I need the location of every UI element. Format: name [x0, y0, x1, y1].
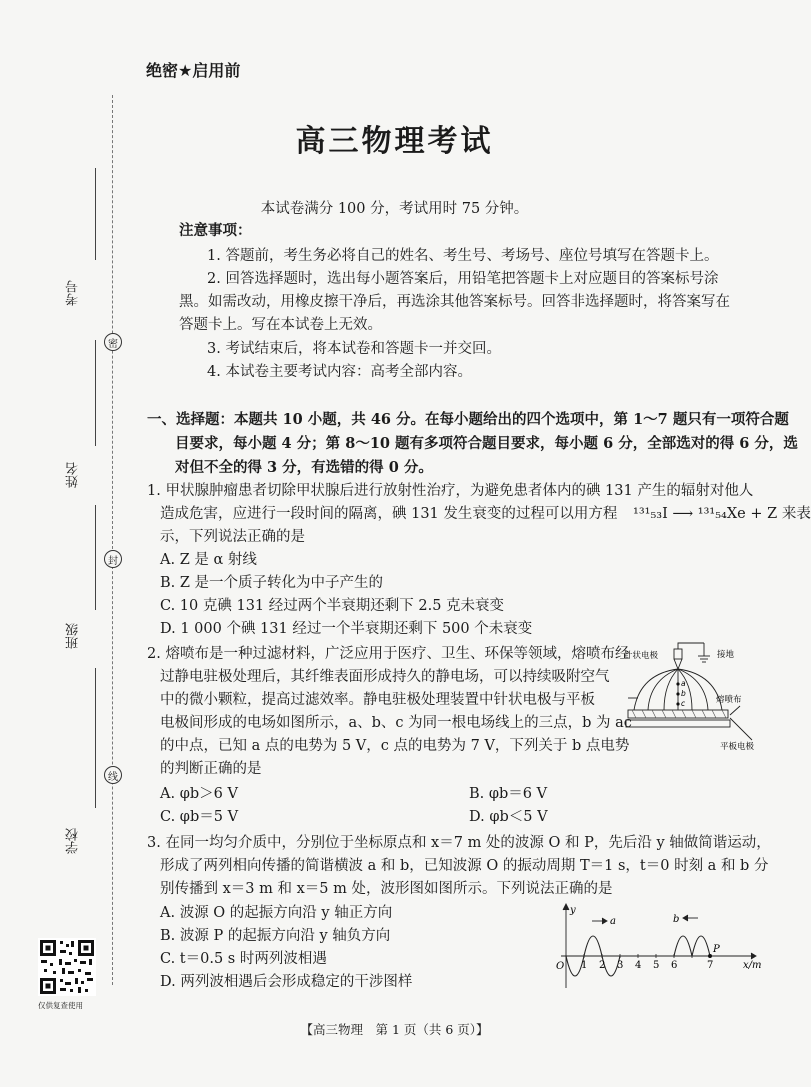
question-2-option-a[interactable]: A. φb＞6 V — [160, 786, 238, 802]
question-1-stem: 造成危害，应进行一段时间的隔离，碘 131 发生衰变的过程可以用方程 — [160, 506, 618, 522]
question-2-option-c[interactable]: C. φb＝5 V — [160, 809, 239, 825]
ground-label: 接地 — [717, 650, 735, 660]
question-3-option-c[interactable]: C. t＝0.5 s 时两列波相遇 — [160, 951, 327, 967]
question-3-option-d[interactable]: D. 两列波相遇后会形成稳定的干涉图样 — [160, 974, 413, 990]
notice-heading: 注意事项： — [179, 223, 252, 239]
page-footer: 【高三物理 第 1 页（共 6 页）】 — [300, 1022, 489, 1037]
section-instruction: 一、选择题：本题共 10 小题，共 46 分。在每小题给出的四个选项中，第 1～7 题只有一项符合题 — [147, 411, 789, 428]
class-label: 班级 — [66, 623, 81, 649]
qr-code — [38, 938, 96, 996]
question-1-option-b[interactable]: B. Z 是一个质子转化为中子产生的 — [160, 575, 384, 591]
graph-tick-label: 2 — [599, 960, 606, 971]
graph-tick-label: 3 — [617, 960, 624, 971]
question-3-option-b[interactable]: B. 波源 P 的起振方向沿 y 轴负方向 — [160, 928, 391, 944]
question-2-option-d[interactable]: D. φb＜5 V — [469, 809, 548, 825]
needle-electrode-label: 针状电极 — [624, 651, 659, 661]
graph-tick-label: 6 — [671, 960, 678, 971]
question-2-stem: 电极间形成的电场如图所示，a、b、c 为同一根电场线上的三点，b 为 ac — [160, 715, 632, 731]
exam-no-label: 考号 — [66, 280, 81, 306]
question-1-equation: ¹³¹₅₃I ⟶ ¹³¹₅₄Xe + Z 来表 — [633, 506, 811, 522]
notice-line: 1. 答题前，考生务必将自己的姓名、考生号、考场号、座位号填写在答题卡上。 — [207, 248, 719, 264]
cloth-label: 熔喷布 — [716, 695, 742, 705]
graph-tick-label: 4 — [635, 960, 642, 971]
wave-b-label: b — [673, 914, 680, 925]
notice-line: 答题卡上。写在本试卷上无效。 — [179, 317, 382, 333]
question-2-stem: 的判断正确的是 — [160, 761, 262, 777]
school-fill-line[interactable] — [95, 668, 96, 808]
electret-figure — [622, 640, 774, 752]
class-fill-line[interactable] — [95, 505, 96, 610]
section-instruction: 对但不全的得 3 分，有选错的得 0 分。 — [175, 459, 433, 476]
plate-electrode-label: 平板电极 — [720, 742, 755, 752]
notice-line: 黑。如需改动，用橡皮擦干净后，再选涂其他答案标号。回答非选择题时，将答案写在 — [179, 294, 730, 310]
name-fill-line[interactable] — [95, 340, 96, 446]
question-2-stem: 的中点，已知 a 点的电势为 5 V，c 点的电势为 7 V，下列关于 b 点电势 — [160, 738, 630, 754]
graph-tick-label: 7 — [707, 960, 714, 971]
question-2-stem: 过静电驻极处理后，其纤维表面形成持久的静电场，可以持续吸附空气 — [160, 669, 610, 685]
secret-mark: 绝密★启用前 — [146, 61, 241, 80]
seal-xian: 线 — [104, 766, 122, 784]
question-3-stem: 形成了两列相向传播的简谐横波 a 和 b，已知波源 O 的振动周期 T＝1 s，t＝0 时刻 a 和 b 分 — [160, 858, 769, 874]
point-c-label: c — [681, 699, 686, 708]
graph-x-axis-label: x/m — [743, 960, 762, 971]
notice-line: 3. 考试结束后，将本试卷和答题卡一并交回。 — [207, 341, 501, 357]
question-1-option-c[interactable]: C. 10 克碘 131 经过两个半衰期还剩下 2.5 克未衰变 — [160, 598, 505, 614]
question-3-stem: 别传播到 x＝3 m 和 x＝5 m 处，波形图如图所示。下列说法正确的是 — [160, 881, 613, 897]
question-2-option-b[interactable]: B. φb＝6 V — [469, 786, 548, 802]
graph-origin-label: O — [556, 961, 565, 972]
seal-feng: 封 — [104, 550, 122, 568]
wave-a-label: a — [610, 916, 616, 927]
page-title: 高三物理考试 — [295, 124, 494, 159]
name-label: 姓名 — [66, 462, 81, 488]
question-3-stem: 3. 在同一均匀介质中，分别位于坐标原点和 x＝7 m 处的波源 O 和 P，先后沿 y 轴做简谐运动， — [147, 835, 771, 851]
seal-mi: 密 — [104, 333, 122, 351]
school-label: 学校 — [66, 828, 81, 854]
section-instruction: 目要求，每小题 4 分；第 8～10 题有多项符合题目要求，每小题 6 分，全部选对的得 6 分，选 — [175, 435, 798, 452]
binding-dashed-line — [112, 95, 113, 985]
graph-tick-label: 5 — [653, 960, 660, 971]
notice-line: 4. 本试卷主要考试内容：高考全部内容。 — [207, 364, 472, 380]
question-1-option-d[interactable]: D. 1 000 个碘 131 经过一个半衰期还剩下 500 个未衰变 — [160, 621, 533, 637]
question-1-option-a[interactable]: A. Z 是 α 射线 — [160, 552, 257, 568]
question-2-stem: 2. 熔喷布是一种过滤材料，广泛应用于医疗、卫生、环保等领域，熔喷布经 — [147, 646, 630, 662]
graph-tick-label: 1 — [581, 960, 588, 971]
question-1-stem: 1. 甲状腺肿瘤患者切除甲状腺后进行放射性治疗，为避免患者体内的碘 131 产生的辐射对他人 — [147, 483, 754, 499]
graph-y-axis-label: y — [570, 905, 576, 916]
wave-graph — [545, 900, 770, 995]
question-2-stem: 中的微小颗粒，提高过滤效率。静电驻极处理装置中针状电极与平板 — [160, 692, 595, 708]
point-b-label: b — [681, 689, 686, 698]
question-3-option-a[interactable]: A. 波源 O 的起振方向沿 y 轴正方向 — [160, 905, 393, 921]
question-1-stem: 示，下列说法正确的是 — [160, 529, 305, 545]
notice-line: 2. 回答选择题时，选出每小题答案后，用铅笔把答题卡上对应题目的答案标号涂 — [207, 271, 719, 287]
qr-caption: 仅供复查使用 — [38, 1001, 83, 1010]
exam-intro: 本试卷满分 100 分，考试用时 75 分钟。 — [260, 201, 529, 217]
source-p-label: P — [713, 944, 720, 955]
point-a-label: a — [681, 679, 686, 688]
